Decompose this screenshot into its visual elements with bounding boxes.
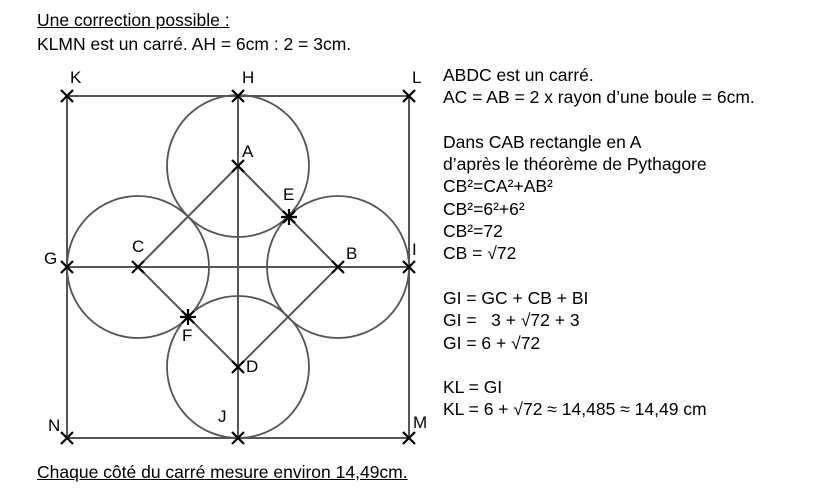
label-l: L [412,68,422,87]
explanation-line [443,109,755,131]
explanation-line: GI = GC + CB + BI [443,287,589,308]
label-f: F [182,326,193,345]
explanation-line: AC = AB = 2 x rayon d’une boule = 6cm. [443,87,755,108]
label-k: K [70,68,82,87]
explanation-line: GI = 6 + √72 [443,332,541,353]
label-b: B [346,244,358,263]
explanation-line: KL = 6 + √72 ≈ 14,485 ≈ 14,49 cm [443,399,707,420]
explanation-line: CB²=CA²+AB² [443,176,553,197]
explanation-line: ABDC est un carré. [443,65,594,85]
mark-e [281,209,297,225]
explanation-line: CB²=72 [443,221,503,242]
geometry-figure [0,0,440,460]
label-m: M [413,413,428,432]
title: Une correction possible : [37,10,230,30]
label-e: E [283,185,295,204]
label-n: N [48,416,61,435]
label-d: D [246,357,259,376]
explanation-line: GI = 3 + √72 + 3 [443,310,580,331]
intro-text: KLMN est un carré. AH = 6cm : 2 = 3cm. [37,34,352,54]
explanation-line: Dans CAB rectangle en A [443,131,642,152]
explanation-line [443,354,755,376]
mark-f [180,309,196,325]
conclusion-text: Chaque côté du carré mesure environ 14,49cm. [37,462,408,482]
label-g: G [44,249,58,268]
label-h: H [242,68,255,87]
explanation-line: KL = GI [443,377,503,398]
explanation-line: CB = √72 [443,243,517,264]
label-i: I [412,240,417,259]
explanation-text [443,64,755,421]
explanation-line: d’après le théorème de Pythagore [443,154,707,175]
explanation-line: CB²=6²+6² [443,198,525,219]
explanation-line [443,265,755,287]
label-j: J [218,407,227,426]
label-c: C [132,237,145,256]
label-a: A [242,142,254,161]
